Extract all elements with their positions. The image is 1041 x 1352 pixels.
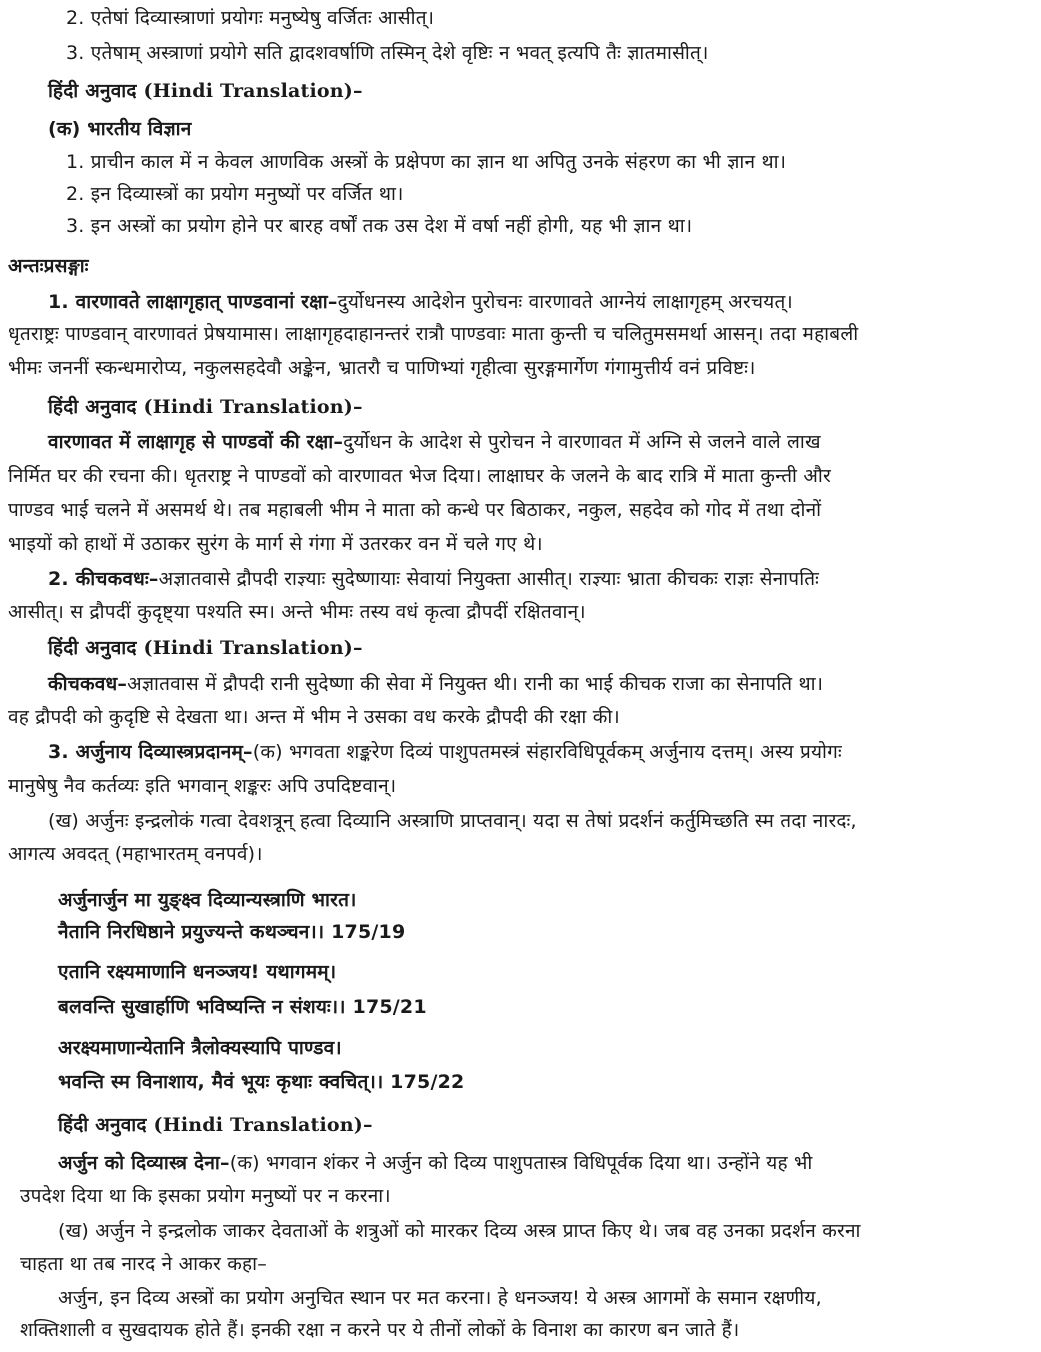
verse-line: एतानि रक्ष्यमाणानि धनञ्जय! यथागमम्।	[58, 961, 337, 983]
heading-label: हिंदी अनुवाद	[58, 1114, 147, 1136]
paragraph-text: दुर्योधनस्य आदेशेन पुरोचनः वारणावते आग्नेयं लाक्षागृहम् अरचयत्।	[337, 291, 793, 313]
paragraph-line: चाहता था तब नारद ने आकर कहा–	[20, 1253, 267, 1275]
heading-english: (Hindi Translation)–	[143, 80, 363, 102]
verse-line: अरक्ष्यमाणान्येतानि त्रैलोक्यस्यापि पाण्डव।	[58, 1037, 342, 1059]
list-item: 3. इन अस्त्रों का प्रयोग होने पर बारह वर्षों तक उस देश में वर्षा नहीं होगी, यह भी ज्ञान था।	[66, 215, 693, 237]
heading-english: (Hindi Translation)–	[143, 637, 363, 659]
paragraph-line: निर्मित घर की रचना की। धृतराष्ट्र ने पाण्डवों को वारणावत भेज दिया। लाक्षाघर के जलने के बाद रात्रि में माता कुन्ती और	[8, 465, 832, 487]
paragraph-line: आसीत्। स द्रौपदीं कुदृष्ट्या पश्यति स्म। अन्ते भीमः तस्य वधं कृत्वा द्रौपदीं रक्षितवान्।	[8, 601, 586, 623]
paragraph-line: मानुषेषु नैव कर्तव्यः इति भगवान् शङ्करः अपि उपदिष्टवान्।	[8, 775, 397, 797]
paragraph-line: पाण्डव भाई चलने में असमर्थ थे। तब महाबली भीम ने माता को कन्धे पर बिठाकर, नकुल, सहदेव को गोद में तथा दोनों	[8, 499, 822, 521]
paragraph-line: अर्जुन, इन दिव्य अस्त्रों का प्रयोग अनुचित स्थान पर मत करना। हे धनञ्जय! ये अस्त्र आगमों के समान रक्षणीय,	[58, 1287, 822, 1309]
paragraph-text: दुर्योधन के आदेश से पुरोचन ने वारणावत में अग्नि से जलने वाले लाख	[343, 431, 821, 453]
paragraph-line: आगत्य अवदत् (महाभारतम् वनपर्व)।	[8, 843, 263, 865]
paragraph-title: 3. अर्जुनाय दिव्यास्त्रप्रदानम्–	[48, 741, 253, 763]
paragraph-title: कीचकवध–	[48, 673, 128, 695]
section-heading: अन्तःप्रसङ्गाः	[8, 255, 89, 277]
section-heading	[48, 393, 363, 421]
paragraph-line	[48, 670, 823, 698]
paragraph-text: (क) भगवता शङ्करेण दिव्यं पाशुपतमस्त्रं संहारविधिपूर्वकम् अर्जुनाय दत्तम्। अस्य प्रयोगः	[252, 741, 842, 763]
paragraph-text: अज्ञातवास में द्रौपदी रानी सुदेष्णा की सेवा में नियुक्त थी। रानी का भाई कीचक राजा का सेनापति था।	[127, 673, 824, 695]
paragraph-title: 1. वारणावते लाक्षागृहात् पाण्डवानां रक्षा–	[48, 291, 338, 313]
verse-line: नैतानि निरधिष्ठाने प्रयुज्यन्ते कथञ्चन।। 175/19	[58, 921, 406, 943]
paragraph-title: अर्जुन को दिव्यास्त्र देना–	[58, 1152, 230, 1174]
heading-label: हिंदी अनुवाद	[48, 396, 137, 418]
section-title: (क) भारतीय विज्ञान	[48, 118, 192, 140]
paragraph-line: वह द्रौपदी को कुदृष्टि से देखता था। अन्त में भीम ने उसका वध करके द्रौपदी की रक्षा की।	[8, 706, 620, 728]
section-heading	[58, 1111, 373, 1139]
paragraph-line	[48, 565, 819, 593]
list-item: 1. प्राचीन काल में न केवल आणविक अस्त्रों के प्रक्षेपण का ज्ञान था अपितु उनके संहरण का भी ज्ञान था।	[66, 151, 787, 173]
paragraph-line: (ख) अर्जुन ने इन्द्रलोक जाकर देवताओं के शत्रुओं को मारकर दिव्य अस्त्र प्राप्त किए थे। जब वह उनका प्रदर्शन करना	[58, 1220, 861, 1242]
paragraph-title: 2. कीचकवधः–	[48, 568, 159, 590]
list-item: 2. इन दिव्यास्त्रों का प्रयोग मनुष्यों पर वर्जित था।	[66, 183, 404, 205]
paragraph-line: धृतराष्ट्रः पाण्डवान् वारणावतं प्रेषयामास। लाक्षागृहदाहानन्तरं रात्रौ पाण्डवाः माता कुन्ती च चलितुमसमर्था आसन्। तदा महाबली	[8, 323, 859, 345]
list-item: 2. एतेषां दिव्यास्त्राणां प्रयोगः मनुष्येषु वर्जितः आसीत्।	[66, 7, 435, 29]
paragraph-title: वारणावत में लाक्षागृह से पाण्डवों की रक्षा–	[48, 431, 344, 453]
paragraph-line: उपदेश दिया था कि इसका प्रयोग मनुष्यों पर न करना।	[20, 1185, 391, 1207]
section-heading	[48, 634, 363, 662]
paragraph-line: भीमः जननीं स्कन्धमारोप्य, नकुलसहदेवौ अङ्केन, भ्रातरौ च पाणिभ्यां गृहीत्वा सुरङ्गमार्गेण गंगामुत्तीर्य वनं प्रविष्टः।	[8, 357, 756, 379]
paragraph-line: (ख) अर्जुनः इन्द्रलोकं गत्वा देवशत्रून् हत्वा दिव्यानि अस्त्राणि प्राप्तवान्। यदा स तेषां प्रदर्शनं कर्तुमिच्छति स्म तदा नारदः,	[48, 810, 857, 832]
paragraph-text: (क) भगवान शंकर ने अर्जुन को दिव्य पाशुपतास्त्र विधिपूर्वक दिया था। उन्होंने यह भी	[229, 1152, 813, 1174]
paragraph-line	[48, 738, 842, 766]
heading-label: हिंदी अनुवाद	[48, 80, 137, 102]
paragraph-line: भाइयों को हाथों में उठाकर सुरंग के मार्ग से गंगा में उतरकर वन में चले गए थे।	[8, 533, 543, 555]
verse-line: अर्जुनार्जुन मा युङ्क्ष्व दिव्यान्यस्त्राणि भारत।	[58, 889, 357, 911]
paragraph-line: शक्तिशाली व सुखदायक होते हैं। इनकी रक्षा न करने पर ये तीनों लोकों के विनाश का कारण बन जाते हैं।	[20, 1319, 740, 1341]
paragraph-line	[48, 288, 793, 316]
paragraph-line	[48, 428, 821, 456]
verse-line: बलवन्ति सुखार्हाणि भविष्यन्ति न संशयः।। 175/21	[58, 996, 427, 1018]
heading-english: (Hindi Translation)–	[153, 1114, 373, 1136]
paragraph-text: अज्ञातवासे द्रौपदी राज्ञ्याः सुदेष्णायाः सेवायां नियुक्ता आसीत्। राज्ञ्याः भ्राता कीचकः राज्ञः सेनापतिः	[158, 568, 820, 590]
list-item: 3. एतेषाम् अस्त्राणां प्रयोगे सति द्वादशवर्षाणि तस्मिन् देशे वृष्टिः न भवत् इत्यपि तैः ज्ञातमासीत्।	[66, 42, 709, 64]
heading-english: (Hindi Translation)–	[143, 396, 363, 418]
heading-label: हिंदी अनुवाद	[48, 637, 137, 659]
section-heading	[48, 77, 363, 105]
paragraph-line	[58, 1149, 813, 1177]
verse-line: भवन्ति स्म विनाशाय, मैवं भूयः कृथाः क्वचित्।। 175/22	[58, 1071, 465, 1093]
